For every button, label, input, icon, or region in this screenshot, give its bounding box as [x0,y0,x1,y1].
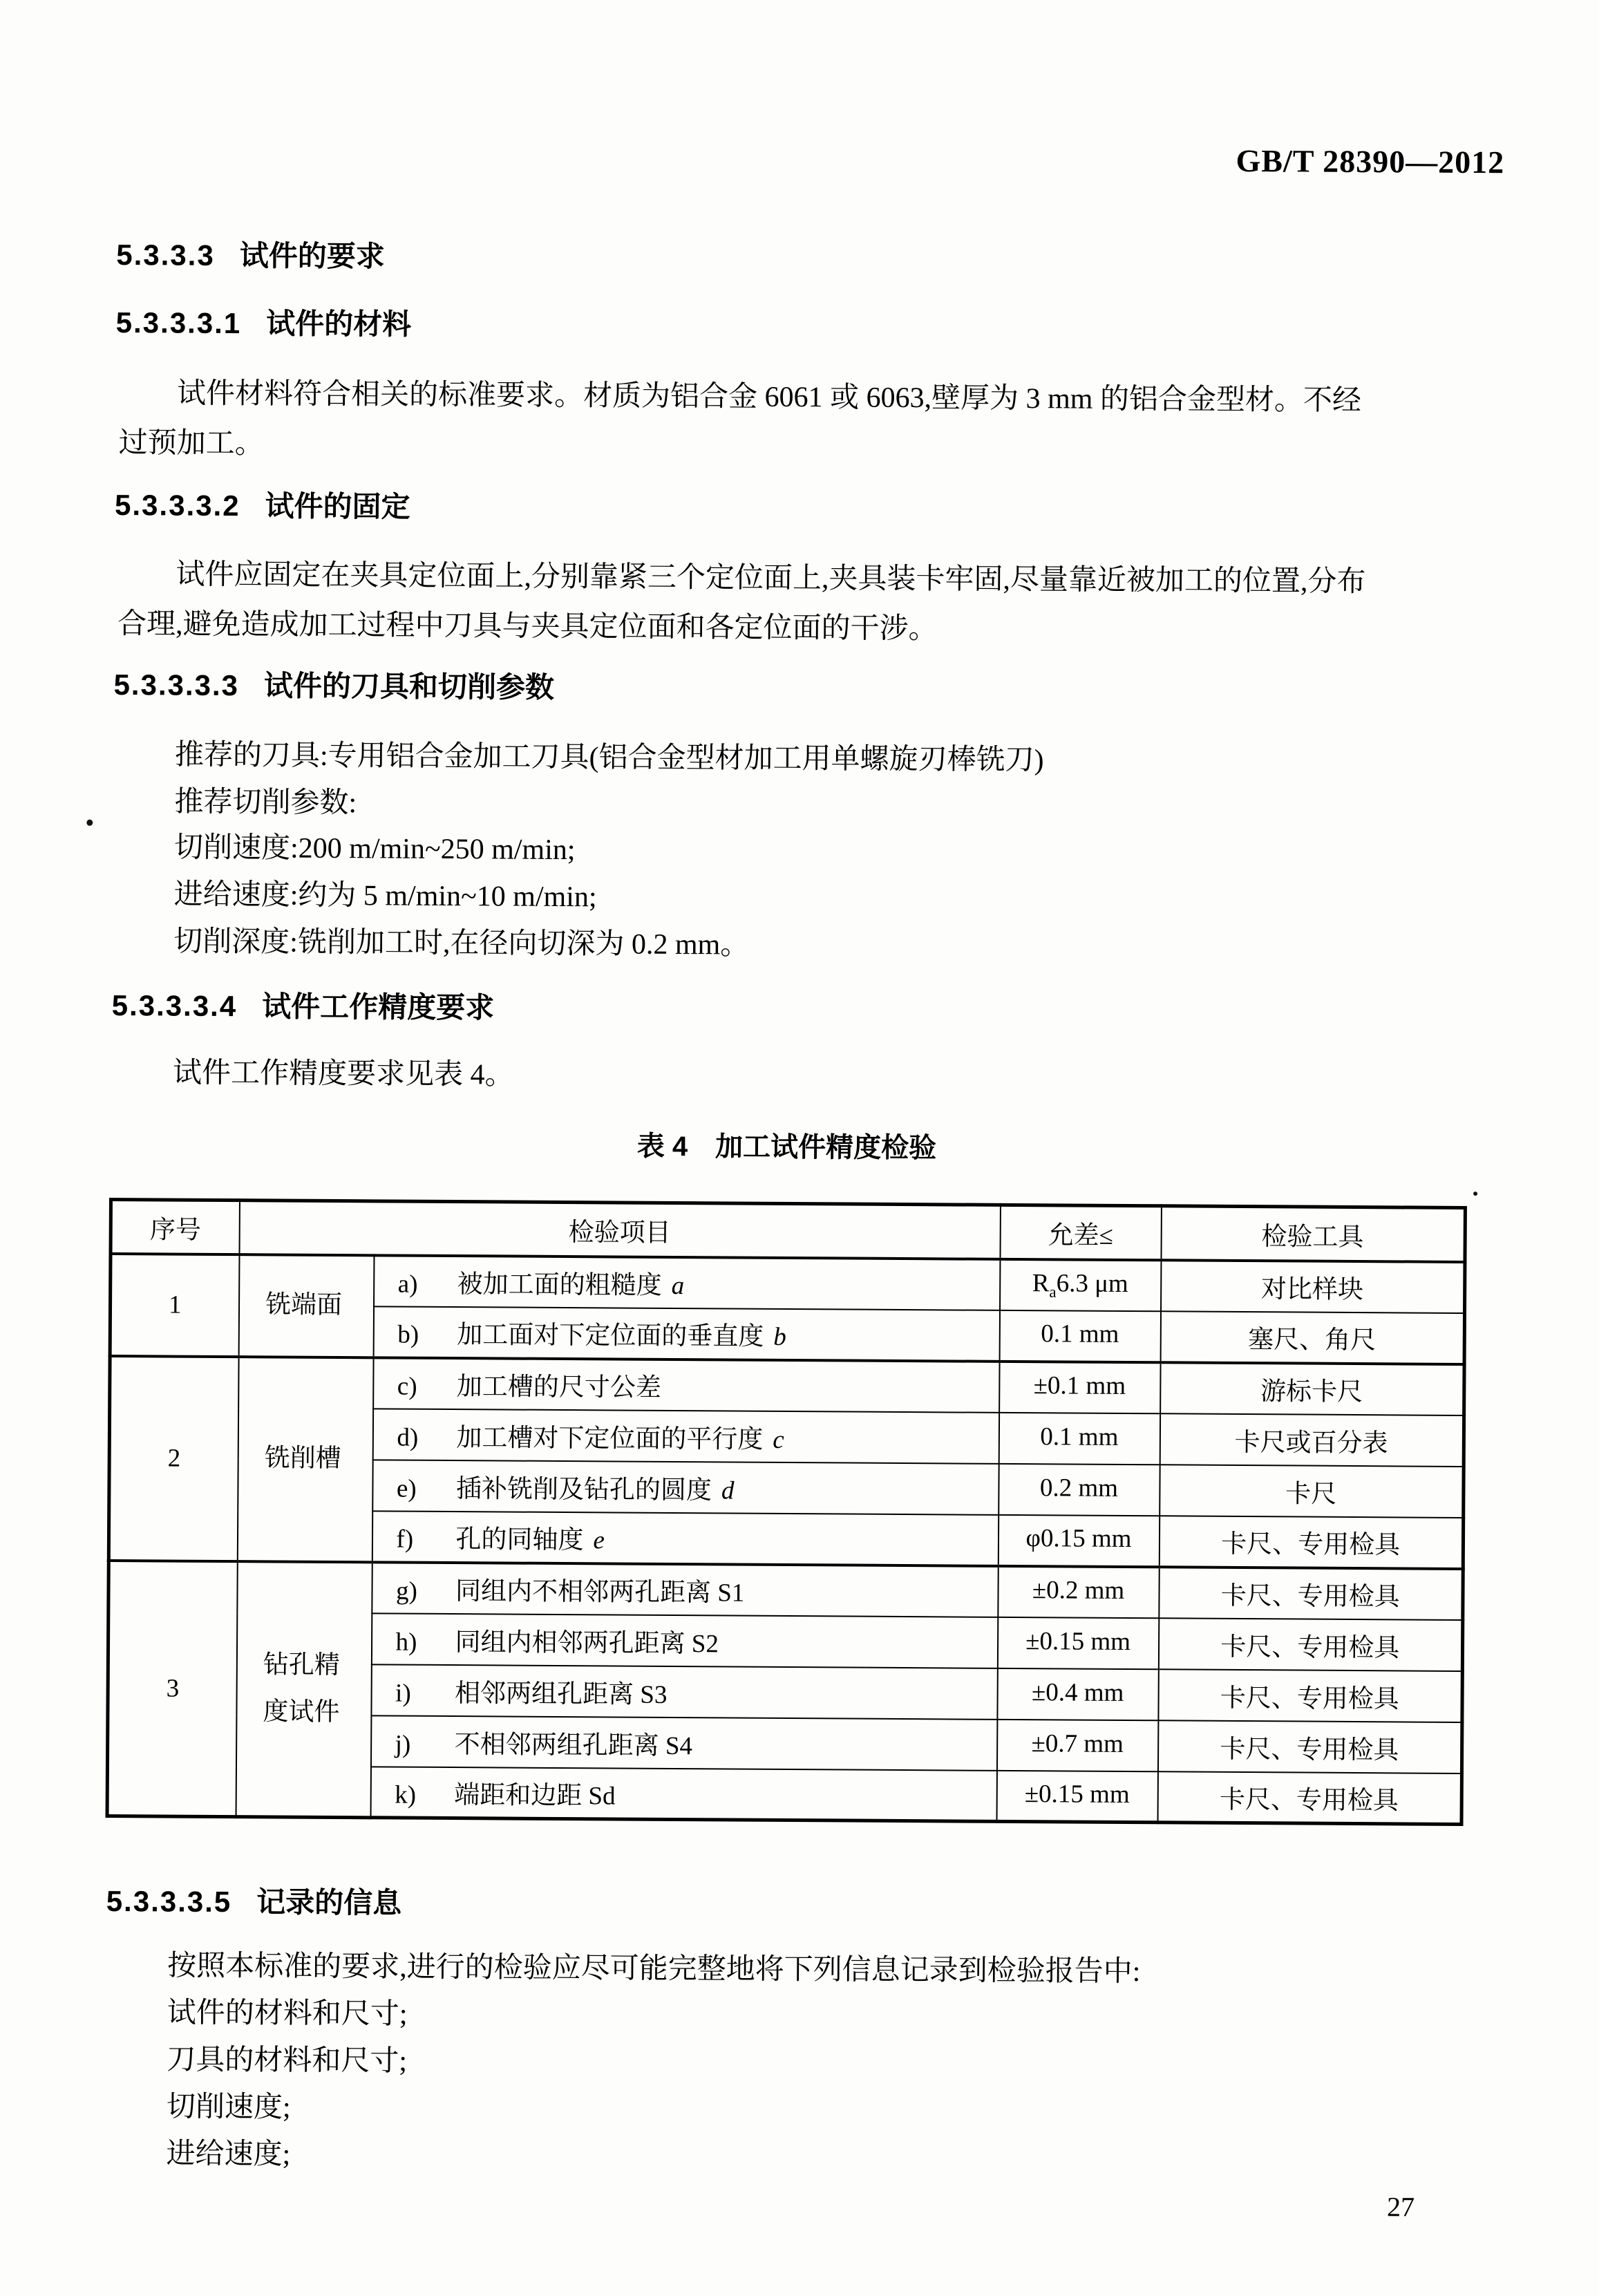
heading-number: 5.3.3.3.3 [113,668,240,702]
heading-title: 试件的刀具和切削参数 [263,669,555,704]
item-symbol: e [593,1526,605,1555]
group-no: 2 [108,1355,238,1561]
check-item [373,1357,999,1413]
heading-number: 5.3.3.3.5 [106,1884,232,1919]
check-item [372,1511,998,1566]
heading-number: 5.3.3.3 [116,238,215,272]
check-tool: 卡尺、专用检具 [1157,1771,1461,1825]
line-cutting-speed: 切削速度:200 m/min~250 m/min; [173,831,576,867]
item-label: e) [396,1474,417,1503]
group-name-text: 铣端面 [265,1290,343,1320]
group-name-text: 铣削槽 [264,1444,341,1474]
check-item [373,1306,999,1362]
tolerance-value: ±0.4 mm [997,1668,1158,1720]
check-item [371,1664,997,1720]
item-text: 端距和边距 Sd [454,1780,616,1811]
item-label: b) [397,1320,419,1349]
table-header-row [111,1200,1465,1262]
check-tool: 卡尺或百分表 [1160,1413,1464,1467]
item-label: k) [395,1780,417,1809]
check-tool: 卡尺、专用检具 [1158,1669,1462,1722]
check-tool: 对比样块 [1161,1260,1465,1313]
tolerance-value: 0.1 mm [999,1412,1160,1464]
group-name [236,1561,372,1818]
paragraph-material-line1: 试件材料符合相关的标准要求。材质为铝合金 6061 或 6063,壁厚为 3 mm 的铝合金型材。不经 [176,377,1362,417]
heading-53331 [116,300,412,344]
tolerance-value: ±0.1 mm [999,1361,1160,1413]
col-header-tolerance: 允差≤ [1000,1205,1161,1259]
item-text: 插补铣削及钻孔的圆度 [455,1474,712,1505]
tolerance-value: ±0.15 mm [997,1617,1158,1668]
heading-title: 记录的信息 [256,1885,402,1919]
check-tool: 卡尺、专用检具 [1159,1516,1463,1569]
item-text: 同组内不相邻两孔距离 S1 [455,1577,745,1608]
item-label: g) [395,1577,417,1606]
heading-title: 试件的材料 [266,307,412,341]
item-text: 加工面对下定位面的垂直度 [457,1321,764,1351]
page-number: 27 [1386,2191,1415,2223]
line-feed-speed: 进给速度:约为 5 m/min~10 m/min; [173,878,597,914]
standard-code: GB/T 28390—2012 [1236,142,1505,180]
table-row-a [111,1254,1465,1313]
item-symbol: d [721,1476,735,1505]
heading-5333 [116,232,385,275]
item-label: a) [397,1270,418,1299]
item-label: c) [397,1372,417,1401]
line-record-item-1: 试件的材料和尺寸; [167,1997,408,2031]
tolerance-main: 6.3 μm [1056,1269,1128,1299]
check-item [370,1767,996,1822]
heading-title: 试件的固定 [265,489,410,523]
line-recommended-params: 推荐切削参数: [174,786,357,820]
check-tool: 卡尺、专用检具 [1159,1567,1463,1620]
tolerance-value: φ0.15 mm [998,1514,1159,1566]
check-item [372,1409,999,1464]
col-header-tool: 检验工具 [1161,1206,1465,1262]
item-label: h) [395,1628,417,1657]
item-text: 同组内相邻两孔距离 S2 [455,1628,719,1658]
item-symbol: c [773,1425,784,1454]
table-caption: 表 4 加工试件精度检验 [636,1131,937,1164]
group-no: 1 [110,1254,239,1357]
heading-53334 [112,983,495,1026]
group-no: 3 [107,1560,237,1816]
heading-title: 试件的要求 [239,239,385,273]
check-item [370,1715,996,1771]
heading-53335 [106,1879,402,1922]
group-name [237,1357,373,1562]
line-record-item-2: 刀具的材料和尺寸; [167,2044,408,2078]
heading-number: 5.3.3.3.4 [111,989,238,1023]
item-symbol: a [671,1271,685,1301]
item-symbol: b [773,1322,786,1351]
line-recommended-tool: 推荐的刀具:专用铝合金加工刀具(铝合金型材加工用单螺旋刃棒铣刀) [174,739,1044,777]
line-record-item-4: 进给速度; [166,2138,291,2171]
item-label: d) [397,1423,419,1452]
paragraph-fixing-line1: 试件应固定在夹具定位面上,分别靠紧三个定位面上,夹具装卡牢固,尽量靠近被加工的位置,分布 [176,558,1366,599]
heading-number: 5.3.3.3.2 [114,489,240,523]
tolerance-value [1000,1259,1161,1310]
line-see-table4: 试件工作精度要求见表 4。 [172,1057,514,1091]
heading-53333 [113,662,554,706]
table-row-g [108,1560,1463,1619]
check-tool: 游标卡尺 [1160,1362,1464,1415]
tolerance-value: 0.2 mm [999,1463,1160,1515]
scan-speck [1473,1192,1477,1196]
check-item [374,1255,1000,1310]
tolerance-value: ±0.2 mm [998,1565,1159,1617]
item-text: 不相邻两组孔距离 S4 [454,1730,693,1760]
col-header-item: 检验项目 [239,1201,1000,1259]
group-name [238,1254,374,1357]
item-text: 加工槽的尺寸公差 [456,1373,661,1402]
check-tool: 卡尺 [1160,1465,1464,1518]
tolerance-prefix: R [1032,1269,1050,1298]
line-record-intro: 按照本标准的要求,进行的检验应尽可能完整地将下列信息记录到检验报告中: [167,1950,1141,1988]
check-item [372,1460,999,1515]
tolerance-value: ±0.15 mm [996,1770,1157,1822]
check-tool: 卡尺、专用检具 [1158,1618,1462,1671]
paragraph-material-line2: 过预加工。 [118,427,264,460]
col-header-no: 序号 [111,1200,239,1254]
item-text: 加工槽对下定位面的平行度 [456,1423,764,1454]
group-name-text: 钻孔精度试件 [263,1650,340,1727]
item-label: j) [395,1730,411,1759]
table-4-machining-accuracy [106,1198,1467,1826]
table-row-c [110,1355,1464,1415]
item-text: 被加工面的粗糙度 [457,1270,662,1300]
heading-title: 试件工作精度要求 [262,990,495,1024]
heading-53332 [115,482,410,526]
item-text: 相邻两组孔距离 S3 [455,1679,668,1709]
item-label: f) [396,1525,414,1554]
line-cutting-depth: 切削深度:铣削加工时,在径向切深为 0.2 mm。 [173,925,750,961]
tolerance-value: ±0.7 mm [996,1719,1157,1771]
item-label: i) [395,1679,411,1708]
check-tool: 塞尺、角尺 [1160,1311,1464,1364]
check-item [371,1613,997,1668]
check-item [372,1562,998,1617]
tolerance-value: 0.1 mm [999,1310,1160,1362]
paragraph-fixing-line2: 合理,避免造成加工过程中刀具与夹具定位面和各定位面的干涉。 [117,608,938,646]
scan-speck [86,820,93,826]
line-record-item-3: 切削速度; [166,2091,291,2124]
tolerance-subscript: a [1049,1283,1057,1301]
heading-number: 5.3.3.3.1 [115,306,242,340]
item-text: 孔的同轴度 [455,1525,584,1555]
check-tool: 卡尺、专用检具 [1157,1720,1461,1773]
